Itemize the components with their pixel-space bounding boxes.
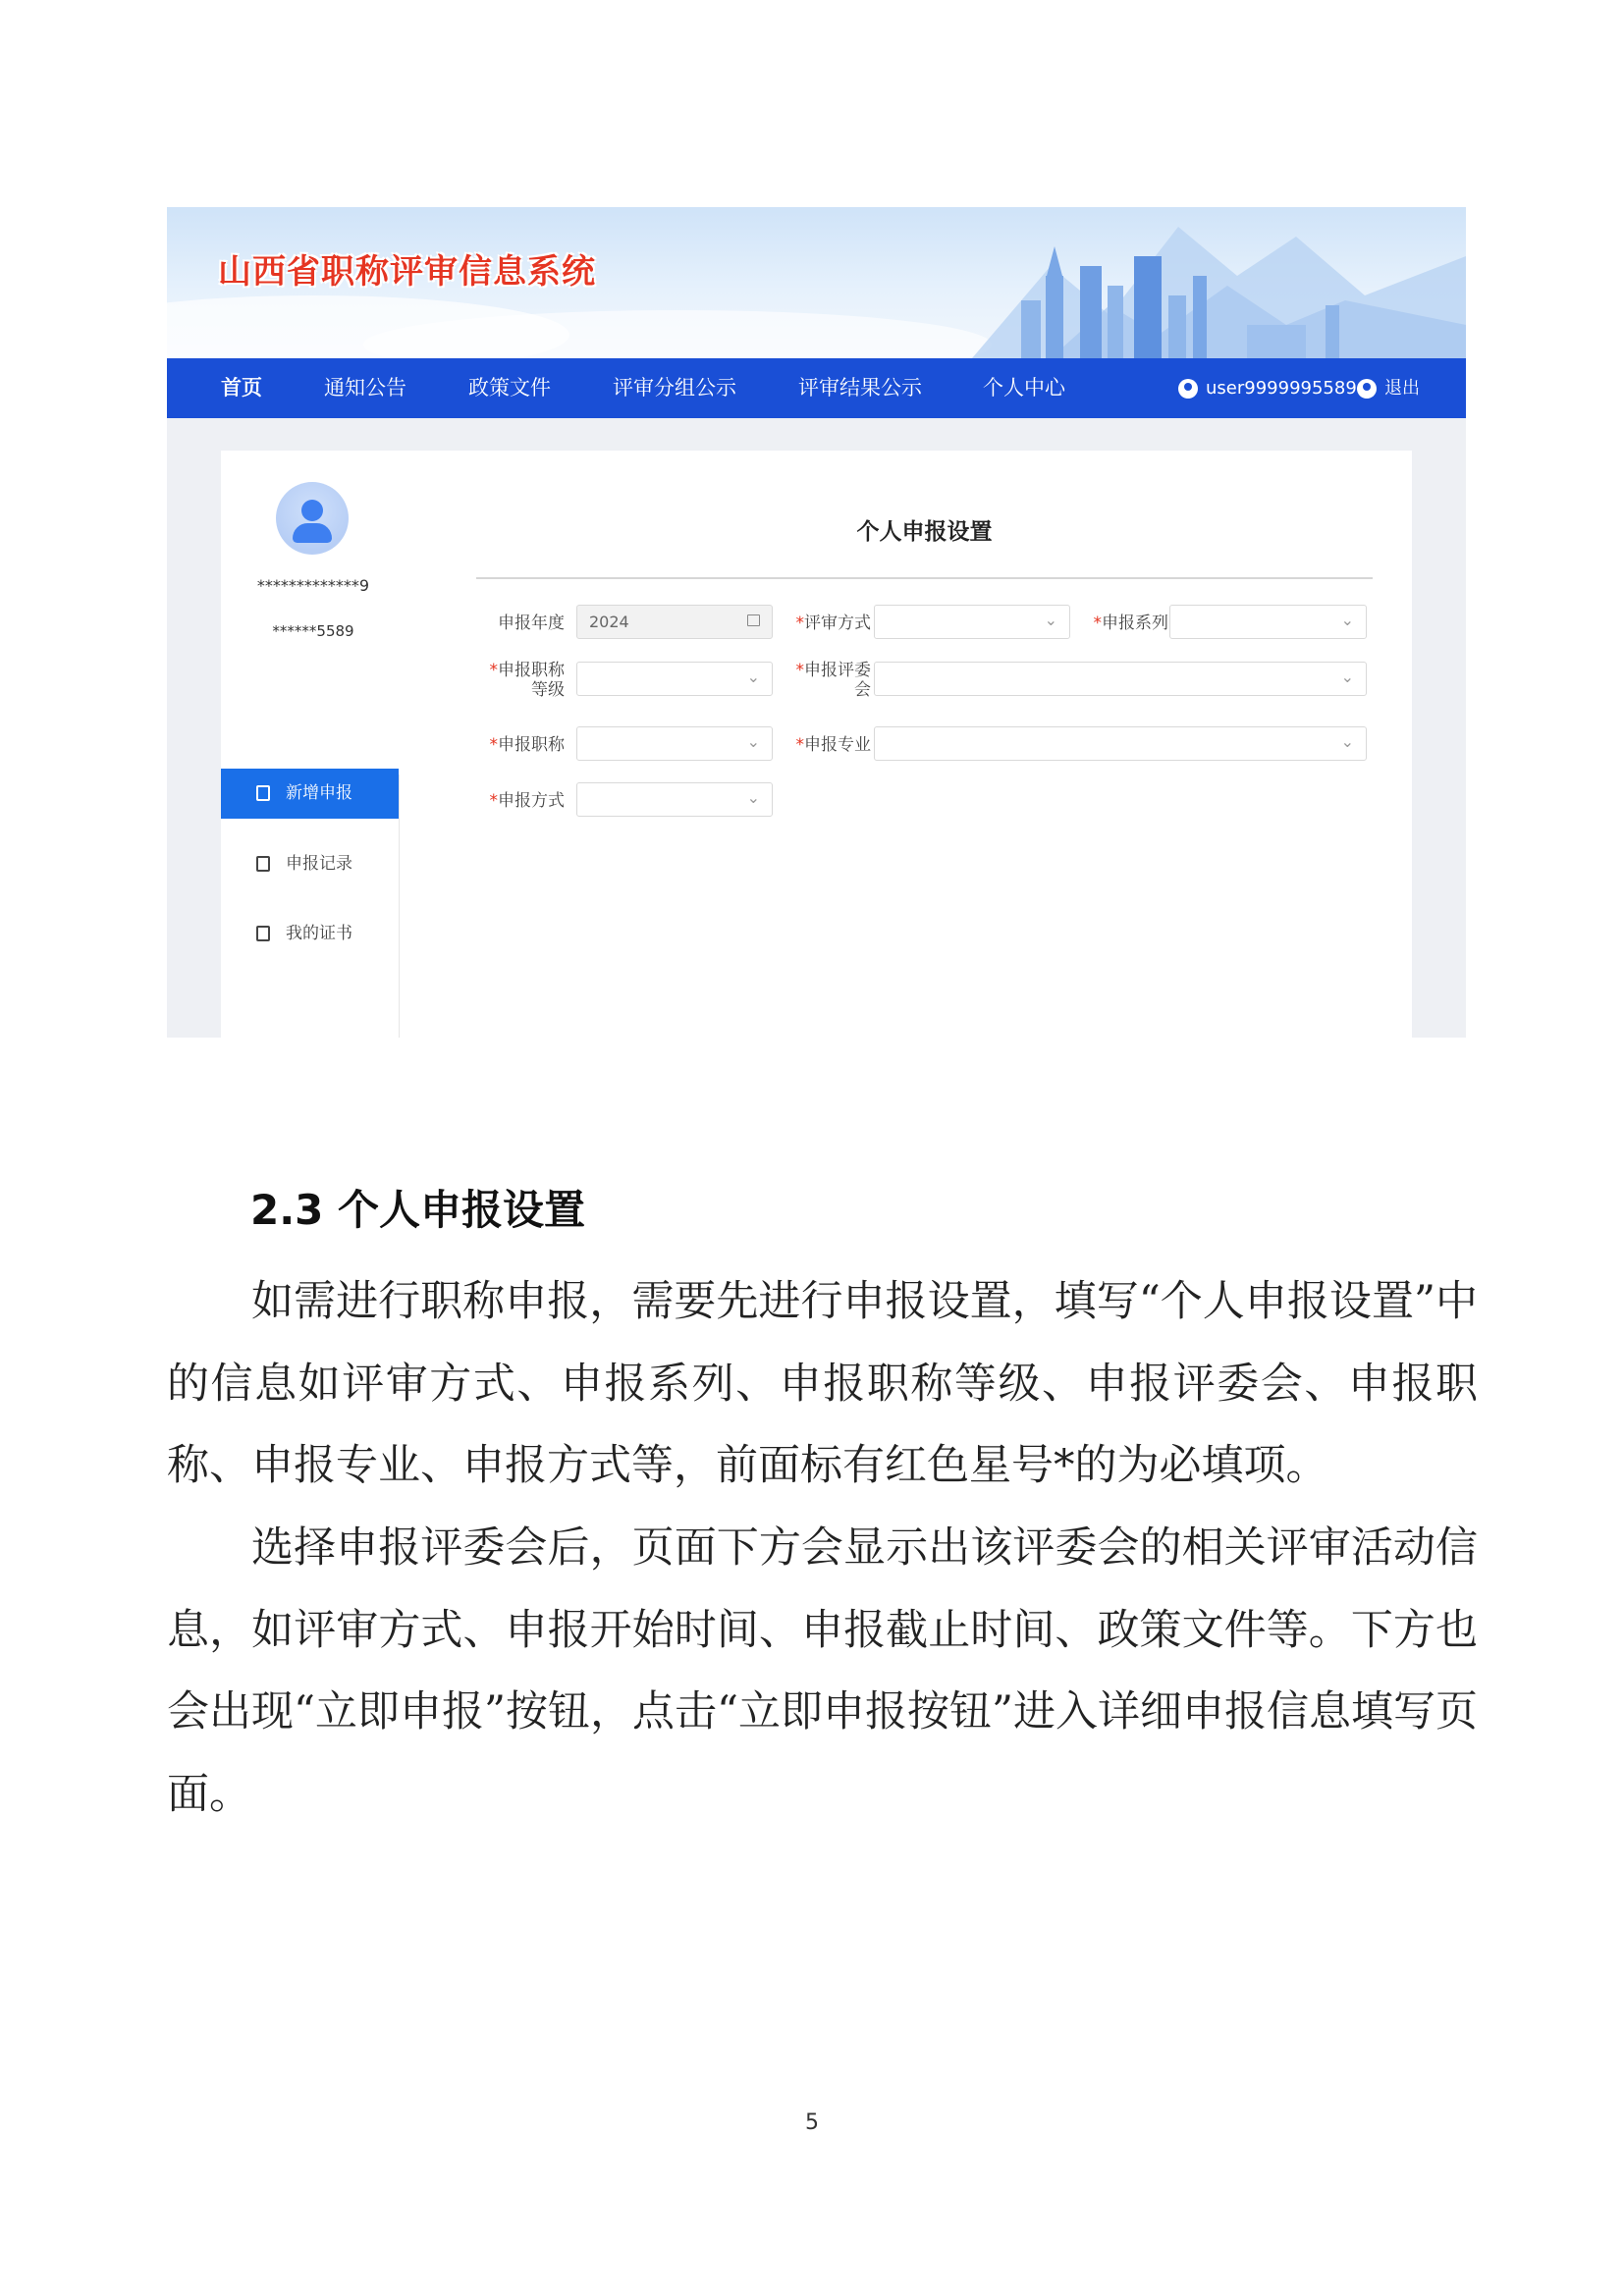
chevron-down-icon: ⌄ (1340, 667, 1354, 686)
form-divider (476, 577, 1373, 579)
user-menu[interactable] (1178, 358, 1357, 418)
chevron-down-icon: ⌄ (1340, 611, 1354, 629)
sidebar-divider (399, 774, 400, 1038)
apply-method-label-text: 申报方式 (498, 791, 565, 811)
avatar (276, 482, 349, 555)
document-icon (256, 856, 270, 872)
chevron-down-icon: ⌄ (1340, 732, 1354, 751)
position-label-text: 申报职称 (498, 735, 565, 755)
committee-label (773, 661, 871, 700)
nav-home[interactable]: 首页 (221, 376, 262, 400)
user-icon (1178, 379, 1198, 399)
sidebar-item-records[interactable] (221, 839, 399, 889)
title-level-label-line2: 等级 (531, 680, 565, 700)
series-label-text: 申报系列 (1102, 614, 1168, 633)
apply-method-select[interactable] (576, 782, 773, 817)
sidebar-item-label: 新增申报 (286, 783, 352, 803)
nav-review-results[interactable]: 评审结果公示 (798, 376, 922, 400)
document-icon (256, 785, 270, 801)
review-method-label-text: 评审方式 (804, 614, 871, 633)
review-method-label (773, 614, 871, 633)
certificate-icon (256, 926, 270, 941)
logout-button[interactable] (1357, 358, 1420, 418)
required-mark: * (795, 661, 804, 680)
paragraph-2: 选择申报评委会后，页面下方会显示出该评委会的相关评审活动信息，如评审方式、申报开始时间、申报截止时间、政策文件等。下方也会出现“立即申报”按钮，点击“立即申报按钮”进入详细申报信息填写页面。 (167, 1523, 1478, 1819)
logout-label: 退出 (1384, 378, 1420, 399)
main-panel (221, 451, 1412, 1038)
sidebar-item-certificates[interactable] (221, 909, 399, 959)
series-label (1070, 614, 1168, 633)
year-value: 2024 (589, 613, 629, 631)
committee-label-line1: 申报评委 (804, 661, 871, 680)
review-method-select[interactable] (874, 605, 1070, 639)
required-mark: * (795, 735, 804, 755)
section-heading: 2.3 个人申报设置 (250, 1186, 586, 1234)
page-number: 5 (805, 2110, 819, 2135)
chevron-down-icon: ⌄ (746, 788, 760, 807)
major-label (773, 735, 871, 755)
year-label-text: 申报年度 (498, 614, 565, 633)
nav-notices[interactable]: 通知公告 (324, 376, 406, 400)
chevron-down-icon: ⌄ (746, 667, 760, 686)
year-picker[interactable] (576, 605, 773, 639)
power-icon (1357, 379, 1377, 399)
username: user9999995589 (1206, 378, 1357, 399)
nav-policies[interactable]: 政策文件 (468, 376, 551, 400)
paragraph-1: 如需进行职称申报，需要先进行申报设置，填写“个人申报设置”中的信息如评审方式、申报系列、申报职称等级、申报评委会、申报职称、申报专业、申报方式等，前面标有红色星号*的为必填项。 (167, 1277, 1478, 1490)
committee-label-line2: 会 (854, 680, 871, 700)
title-level-label-line1: 申报职称 (498, 661, 565, 680)
header-banner (167, 207, 1466, 358)
nav-review-groups[interactable]: 评审分组公示 (613, 376, 736, 400)
required-mark: * (795, 614, 804, 633)
committee-select[interactable] (874, 662, 1367, 696)
chevron-down-icon: ⌄ (746, 732, 760, 751)
major-select[interactable] (874, 726, 1367, 761)
title-level-select[interactable] (576, 662, 773, 696)
form-title: 个人申报设置 (856, 519, 993, 545)
required-mark: * (489, 661, 498, 680)
masked-name: *************9 (256, 576, 370, 595)
year-label (457, 614, 565, 633)
calendar-icon (747, 614, 760, 626)
major-label-text: 申报专业 (804, 735, 871, 755)
nav-personal-center[interactable]: 个人中心 (983, 376, 1065, 400)
top-nav (167, 358, 1466, 418)
masked-id: ******5589 (272, 622, 354, 640)
apply-method-label (457, 791, 565, 811)
position-label (457, 735, 565, 755)
position-select[interactable] (576, 726, 773, 761)
title-level-label (457, 661, 565, 700)
chevron-down-icon: ⌄ (1044, 611, 1057, 629)
series-select[interactable] (1169, 605, 1367, 639)
system-screenshot (167, 207, 1466, 1038)
sidebar-item-label: 我的证书 (286, 924, 352, 943)
required-mark: * (1093, 614, 1102, 633)
required-mark: * (489, 791, 498, 811)
required-mark: * (489, 735, 498, 755)
system-title: 山西省职称评审信息系统 (218, 252, 596, 292)
sidebar-item-new-application[interactable] (221, 769, 399, 819)
sidebar-item-label: 申报记录 (286, 854, 352, 874)
